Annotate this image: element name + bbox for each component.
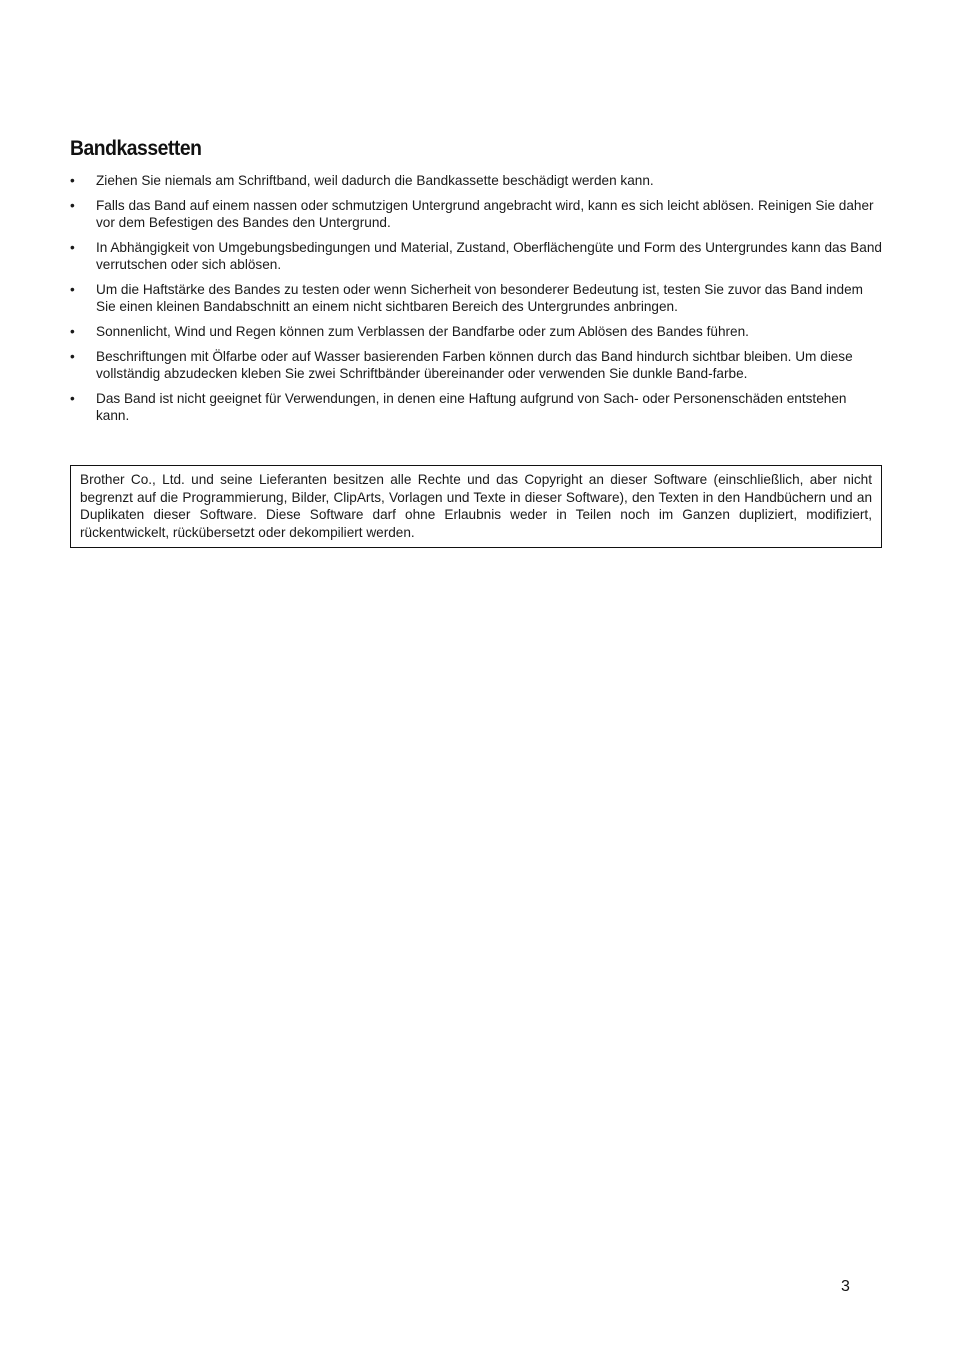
list-item-text: In Abhängigkeit von Umgebungsbedingungen und Material, Zustand, Oberflächengüte und Form des Untergrundes kann das Band verrutschen oder sich ablösen. (96, 240, 882, 272)
list-item (70, 239, 882, 273)
page-number: 3 (841, 1278, 850, 1295)
bullet-icon: • (70, 349, 75, 364)
bullet-icon: • (70, 173, 75, 188)
bullet-icon: • (70, 324, 75, 339)
list-item (70, 323, 882, 340)
bullet-icon: • (70, 391, 75, 406)
list-item (70, 172, 882, 189)
bullet-icon: • (70, 240, 75, 255)
list-item-text: Um die Haftstärke des Bandes zu testen oder wenn Sicherheit von besonderer Bedeutung ist, testen Sie zuvor das Band indem Sie einen kleinen Bandabschnitt an einem nicht sichtbaren Bereich des Untergrundes anbringen. (96, 282, 863, 314)
list-item-text: Falls das Band auf einem nassen oder schmutzigen Untergrund angebracht wird, kann es sich leicht ablösen. Reinigen Sie daher vor dem Befestigen des Bandes den Untergrund. (96, 198, 874, 230)
copyright-notice-text: Brother Co., Ltd. und seine Lieferanten besitzen alle Rechte und das Copyright an dieser Software (einschließlich, aber nicht begrenzt auf die Programmierung, Bilder, ClipArts, Vorlagen und Texte in dieser Software), den Texten in den Handbüchern und an Duplikaten dieser Software. Diese Software darf ohne Erlaubnis weder in Teilen noch im Ganzen dupliziert, modifiziert, rückentwickelt, rückübersetzt oder dekompiliert werden. (80, 472, 872, 540)
list-item-text: Ziehen Sie niemals am Schriftband, weil dadurch die Bandkassette beschädigt werden kann. (96, 173, 654, 188)
copyright-notice-box (70, 465, 882, 548)
bullet-icon: • (70, 282, 75, 297)
list-item (70, 390, 882, 424)
bullet-list (70, 172, 882, 432)
section-heading: Bandkassetten (70, 137, 202, 160)
list-item-text: Beschriftungen mit Ölfarbe oder auf Wasser basierenden Farben können durch das Band hindurch sichtbar bleiben. Um diese vollständig abzudecken kleben Sie zwei Schriftbänder übereinander oder verwenden Sie dunkle Band-farbe. (96, 349, 853, 381)
list-item (70, 197, 882, 231)
bullet-icon: • (70, 198, 75, 213)
list-item (70, 348, 882, 382)
list-item-text: Sonnenlicht, Wind und Regen können zum Verblassen der Bandfarbe oder zum Ablösen des Bandes führen. (96, 324, 749, 339)
list-item (70, 281, 882, 315)
list-item-text: Das Band ist nicht geeignet für Verwendungen, in denen eine Haftung aufgrund von Sach- oder Personenschäden entstehen kann. (96, 391, 847, 423)
